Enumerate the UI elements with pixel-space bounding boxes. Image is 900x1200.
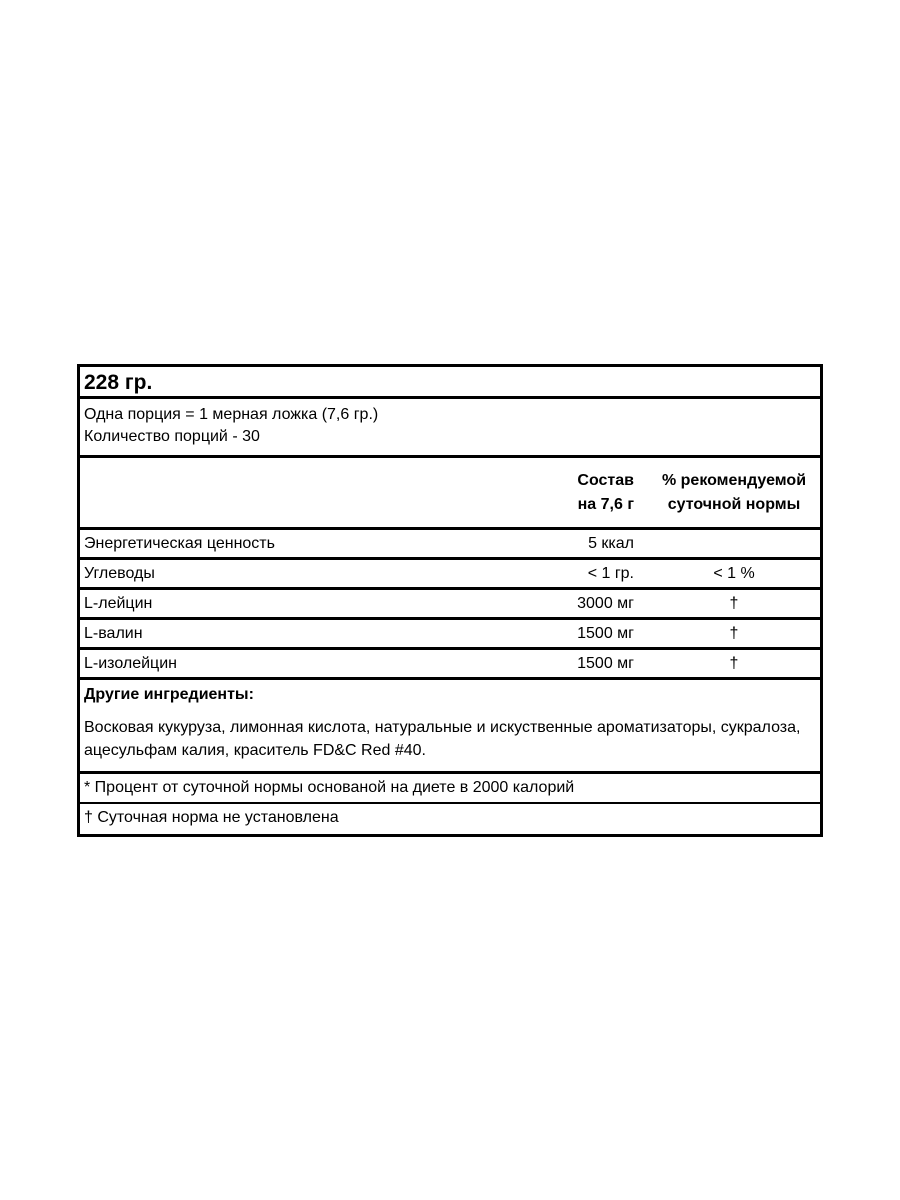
not-established-footnote: † Суточная норма не установлена [84,809,339,826]
nutrition-facts-label [77,364,823,837]
amount-header-line1: Состав [577,472,634,489]
serving-size: Одна порция = 1 мерная ложка (7,6 гр.) [84,406,379,423]
nutrient-daily-value: † [729,595,739,612]
nutrient-name: Энергетическая ценность [84,535,275,552]
nutrient-amount: < 1 гр. [587,565,634,582]
nutrient-amount: 5 ккал [588,535,634,552]
dv-header-line2: суточной нормы [667,496,801,513]
nutrient-row [80,650,820,680]
amount-column-header [550,469,634,517]
daily-value-column-header [646,469,822,517]
nutrient-name: L-валин [84,625,143,642]
servings-count: Количество порций - 30 [84,428,260,445]
dv-header-line1: % рекомендуемой [661,472,807,489]
nutrient-daily-value: < 1 % [713,565,755,582]
nutrient-name: Углеводы [84,565,155,582]
daily-value-footnote: * Процент от суточной нормы основаной на диете в 2000 калорий [80,774,820,804]
column-headers [80,458,820,530]
nutrient-name: L-изолейцин [84,655,177,672]
nutrient-amount: 1500 мг [577,655,634,672]
nutrient-name: L-лейцин [84,595,153,612]
package-weight: 228 гр. [80,367,820,399]
nutrient-row [80,560,820,590]
nutrient-daily-value: † [729,655,739,672]
ingredients-text: Восковая кукуруза, лимонная кислота, натуральные и искуственные ароматизаторы, сукралоза, ацесульфам калия, краситель FD&C Red #40. [84,719,801,759]
nutrient-amount: 3000 мг [577,595,634,612]
ingredients-heading: Другие ингредиенты: [84,686,254,703]
other-ingredients [80,680,820,774]
amount-header-line2: на 7,6 г [577,496,634,513]
nutrient-row [80,530,820,560]
serving-info [80,399,820,458]
nutrient-amount: 1500 мг [577,625,634,642]
nutrient-row [80,620,820,650]
nutrient-daily-value: † [729,625,739,642]
nutrient-row [80,590,820,620]
